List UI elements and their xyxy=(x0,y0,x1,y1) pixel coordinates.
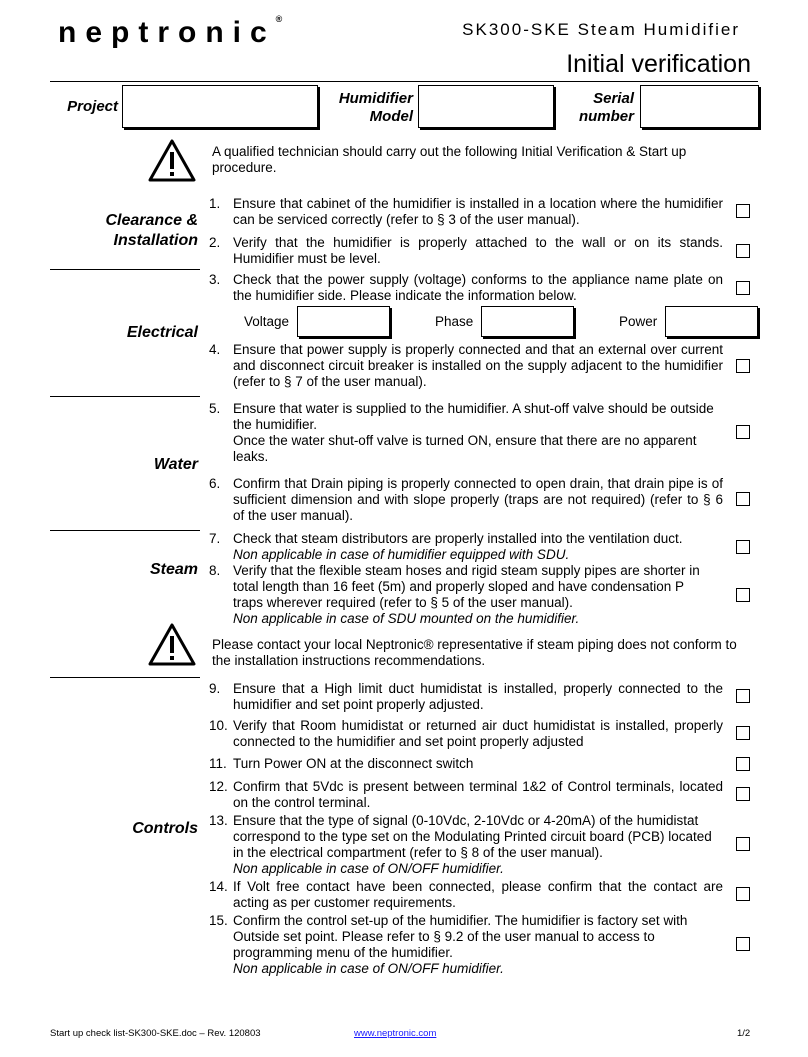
header-rule xyxy=(50,81,758,82)
section-separator xyxy=(50,530,200,531)
humidifier-model-field[interactable] xyxy=(418,85,554,128)
project-field[interactable] xyxy=(122,85,318,128)
checkbox-item-15[interactable] xyxy=(736,937,750,951)
checkbox-item-4[interactable] xyxy=(736,359,750,373)
checkbox-item-10[interactable] xyxy=(736,726,750,740)
warning-icon xyxy=(147,622,197,667)
checkbox-item-7[interactable] xyxy=(736,540,750,554)
section-water: Water xyxy=(153,456,198,473)
neptronic-logo: neptronic® xyxy=(58,14,283,49)
section-controls: Controls xyxy=(132,820,198,837)
footer-page-number: 1/2 xyxy=(737,1028,751,1039)
checkbox-item-1[interactable] xyxy=(736,204,750,218)
section-separator xyxy=(50,269,200,270)
warning-icon xyxy=(147,138,197,183)
footer-website-link[interactable]: www.neptronic.com xyxy=(354,1028,437,1039)
checkbox-item-11[interactable] xyxy=(736,757,750,771)
voltage-field[interactable] xyxy=(297,306,390,337)
checkbox-item-13[interactable] xyxy=(736,837,750,851)
section-separator xyxy=(50,677,200,678)
phase-field[interactable] xyxy=(481,306,574,337)
checkbox-item-3[interactable] xyxy=(736,281,750,295)
section-electrical: Electrical xyxy=(126,324,198,341)
steam-piping-warning-text: Please contact your local Neptronic® representative if steam piping does not conform to the installation instructions recommendations. xyxy=(212,637,737,668)
power-field[interactable] xyxy=(665,306,758,337)
footer-doc-reference: Start up check list-SK300-SKE.doc – Rev. 120803 xyxy=(50,1028,261,1039)
checkbox-item-14[interactable] xyxy=(736,887,750,901)
checkbox-item-6[interactable] xyxy=(736,492,750,506)
checkbox-item-5[interactable] xyxy=(736,425,750,439)
voltage-label: Voltage xyxy=(244,314,290,329)
checkbox-item-2[interactable] xyxy=(736,244,750,258)
intro-warning-text: A qualified technician should carry out the following Initial Verification & Start up procedure. xyxy=(212,144,687,175)
page-heading: Initial verification xyxy=(566,50,751,78)
document-title: SK300-SKE Steam Humidifier xyxy=(462,20,740,39)
section-separator xyxy=(50,396,200,397)
model-label: Humidifier Model xyxy=(338,90,413,125)
checkbox-item-9[interactable] xyxy=(736,689,750,703)
checkbox-item-12[interactable] xyxy=(736,787,750,801)
power-label: Power xyxy=(619,314,658,329)
serial-number-label: Serial number xyxy=(578,90,634,125)
phase-label: Phase xyxy=(435,314,474,329)
section-steam: Steam xyxy=(149,561,198,578)
project-label: Project xyxy=(67,98,118,115)
section-clearance-installation: Clearance & Installation xyxy=(105,212,198,249)
serial-number-field[interactable] xyxy=(640,85,759,128)
checkbox-item-8[interactable] xyxy=(736,588,750,602)
